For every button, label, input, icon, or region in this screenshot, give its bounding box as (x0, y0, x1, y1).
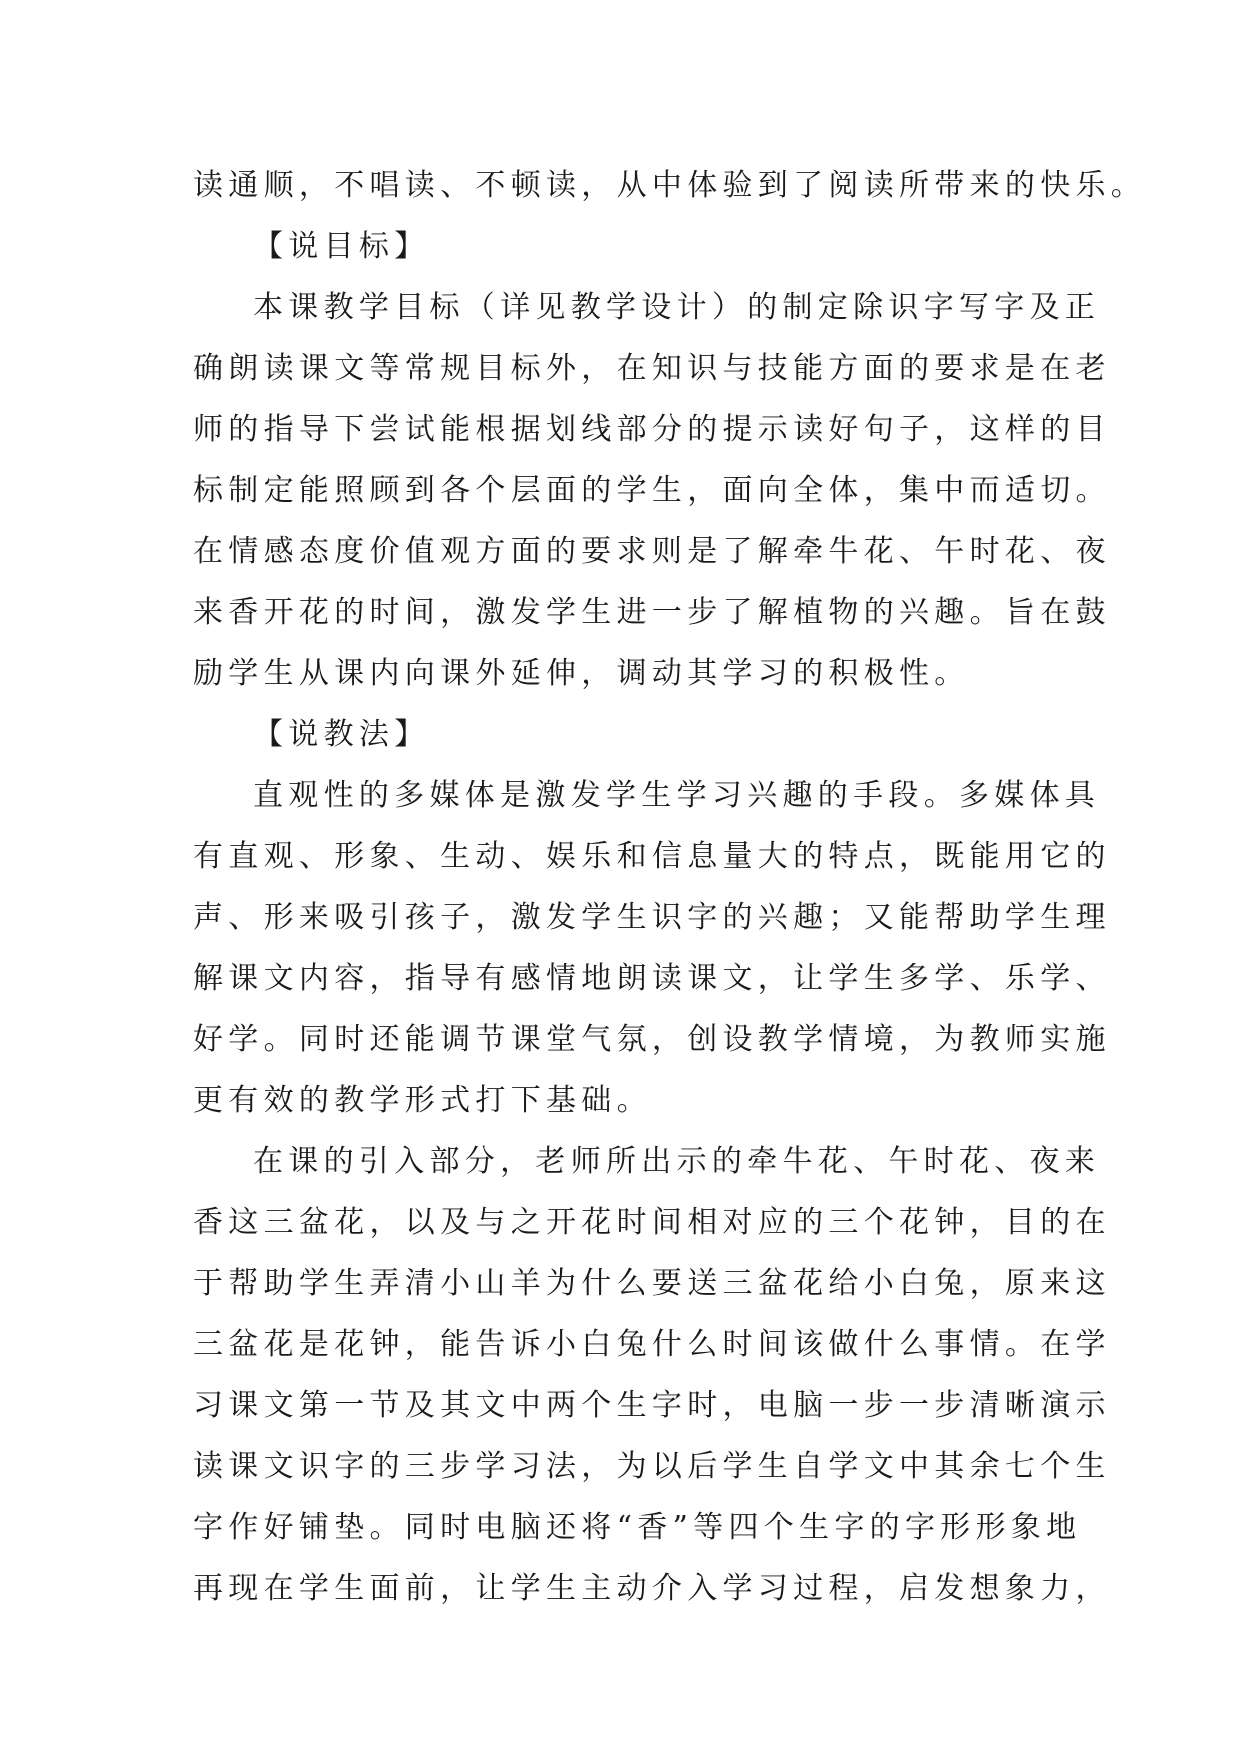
paragraph-line: 师的指导下尝试能根据划线部分的提示读好句子，这样的目 (193, 412, 1111, 447)
paragraph-line: 直观性的多媒体是激发学生学习兴趣的手段。多媒体具 (253, 778, 1101, 813)
paragraph-line: 标制定能照顾到各个层面的学生，面向全体，集中而适切。 (193, 473, 1111, 508)
paragraph-line: 来香开花的时间，激发学生进一步了解植物的兴趣。旨在鼓 (193, 595, 1111, 630)
paragraph-line: 更有效的教学形式打下基础。 (193, 1083, 652, 1118)
paragraph-line: 三盆花是花钟，能告诉小白兔什么时间该做什么事情。在学 (193, 1327, 1111, 1362)
paragraph-line: 再现在学生面前，让学生主动介入学习过程，启发想象力， (193, 1571, 1111, 1606)
paragraph-line: 香这三盆花，以及与之开花时间相对应的三个花钟，目的在 (193, 1205, 1111, 1240)
paragraph-line: 解课文内容，指导有感情地朗读课文，让学生多学、乐学、 (193, 961, 1111, 996)
paragraph-line: 本课教学目标（详见教学设计）的制定除识字写字及正 (253, 290, 1101, 325)
section-heading-goals: 【说目标】 (253, 229, 430, 264)
paragraph-line: 好学。同时还能调节课堂气氛，创设教学情境，为教师实施 (193, 1022, 1111, 1057)
paragraph-line: 在课的引入部分，老师所出示的牵牛花、午时花、夜来 (253, 1144, 1101, 1179)
paragraph-line: 确朗读课文等常规目标外，在知识与技能方面的要求是在老 (193, 351, 1111, 386)
paragraph-line: 有直观、形象、生动、娱乐和信息量大的特点，既能用它的 (193, 839, 1111, 874)
paragraph-line: 声、形来吸引孩子，激发学生识字的兴趣；又能帮助学生理 (193, 900, 1111, 935)
section-heading-methods: 【说教法】 (253, 717, 430, 752)
paragraph-line: 读通顺，不唱读、不顿读，从中体验到了阅读所带来的快乐。 (193, 168, 1147, 203)
paragraph-line: 字作好铺垫。同时电脑还将“香”等四个生字的字形形象地 (193, 1510, 1082, 1545)
paragraph-line: 习课文第一节及其文中两个生字时，电脑一步一步清晰演示 (193, 1388, 1111, 1423)
paragraph-line: 励学生从课内向课外延伸，调动其学习的积极性。 (193, 656, 970, 691)
paragraph-line: 读课文识字的三步学习法，为以后学生自学文中其余七个生 (193, 1449, 1111, 1484)
paragraph-line: 在情感态度价值观方面的要求则是了解牵牛花、午时花、夜 (193, 534, 1111, 569)
paragraph-line: 于帮助学生弄清小山羊为什么要送三盆花给小白兔，原来这 (193, 1266, 1111, 1301)
